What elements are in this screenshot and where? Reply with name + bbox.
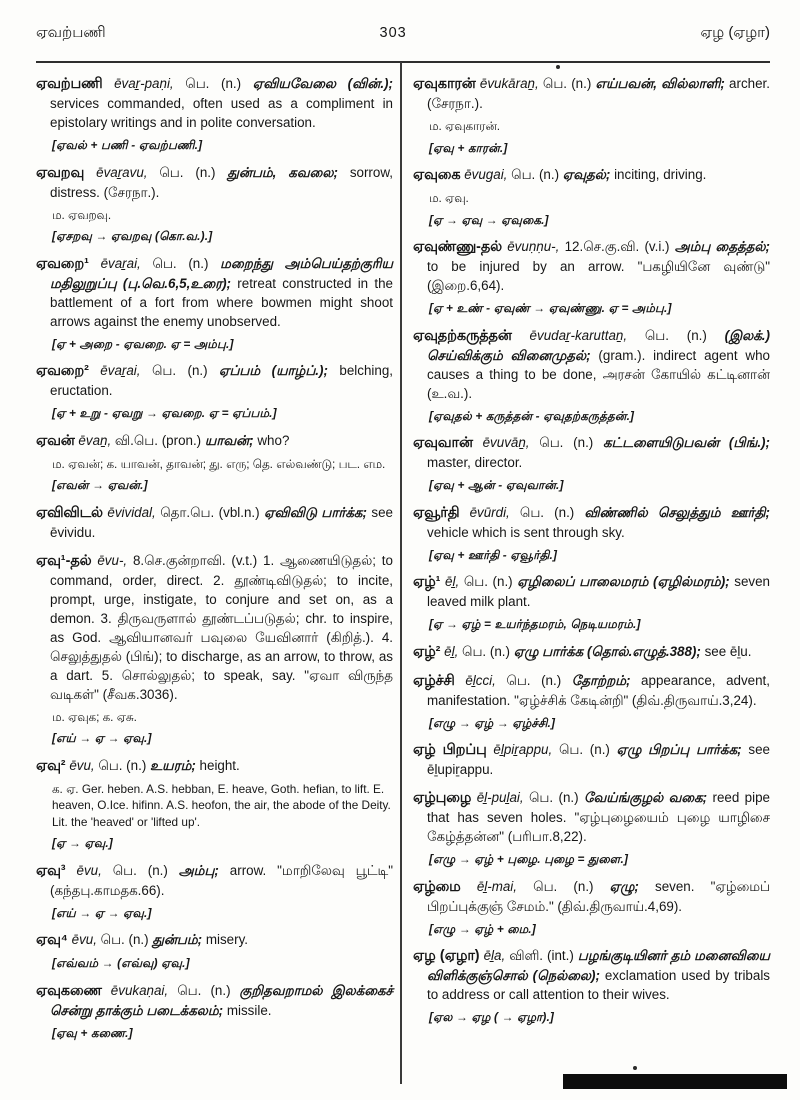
running-head (36, 24, 770, 43)
headword: ஏழ்² (413, 643, 441, 660)
dictionary-entry (36, 861, 393, 922)
part-of-speech: பெ. (n.) (506, 672, 562, 688)
part-of-speech: பெ. (n.) (644, 327, 707, 343)
transliteration: ēvukāraṉ, (479, 76, 539, 91)
transliteration: ēḻ-mai, (476, 878, 518, 894)
part-of-speech: பெ. (n.) (539, 435, 594, 450)
scan-artifact-bar (563, 1074, 787, 1089)
transliteration: ēvaṉ, (78, 432, 112, 448)
transliteration: ēvu, (71, 932, 97, 947)
definition-text: inciting, driving. (614, 167, 707, 182)
entry-text (413, 946, 770, 1004)
headword: ஏழ்புழை (413, 790, 472, 806)
etymology-note: [ஏவு + காரன்.] (429, 140, 508, 155)
headword: ஏவன் (36, 432, 75, 449)
transliteration: ēvu-, (97, 552, 128, 568)
tamil-gloss: தோற்றம்; (571, 672, 631, 688)
definition-text: who? (257, 432, 290, 448)
dictionary-entry (413, 237, 770, 317)
headword: ஏவுகாரன் (413, 76, 476, 92)
headword: ஏவற்பணி (36, 76, 103, 92)
part-of-speech: பெ. (n.) (558, 742, 610, 757)
etymology-note: [ஏசறவு → ஏவறவு (கொ.வ.).] (52, 229, 213, 243)
definition-text: misery. (205, 932, 249, 947)
definition-text: reed pipe that has seven holes. "ஏழ்புழையைம் புழை யாழிசை கேழ்த்தன்ன" (பரிபா.8,22). (427, 790, 770, 844)
etymology-note: [ஏ → ஏவு.] (52, 836, 113, 850)
definition-text: archer. (சேரநா.). (427, 76, 770, 111)
part-of-speech: 12.செ.கு.வி. (v.i.) (564, 239, 670, 254)
dictionary-entry (36, 431, 393, 494)
entry-text (413, 642, 770, 662)
definition-text: height. (199, 757, 240, 773)
entry-text (36, 930, 393, 950)
headword: ஏழ்மை (413, 878, 461, 895)
headword: ஏவூர்தி (413, 504, 460, 521)
running-head-left-word: ஏவற்பணி (36, 24, 106, 41)
part-of-speech: பெ. (n.) (511, 167, 560, 182)
definition-text: missile. (226, 1002, 272, 1018)
definition-text: seven leaved milk plant. (427, 574, 770, 609)
cognate-note: ம. ஏவன்; க. யாவன், தாவன்; து. எரு; தெ. எல்வண்டு; பட. எம. (52, 456, 386, 471)
etymology-note: [ஏவு + ஊர்தி - ஏவூர்தி.] (429, 547, 558, 562)
headword: ஏவுண்ணு-தல் (413, 239, 503, 255)
part-of-speech: பெ. (n.) (100, 932, 149, 947)
entry-text (36, 431, 393, 451)
dictionary-entry (36, 503, 393, 542)
ink-speck (633, 1066, 637, 1070)
part-of-speech: பெ. (n.) (112, 862, 168, 878)
transliteration: ēvugai, (464, 167, 508, 182)
dictionary-entry (36, 930, 393, 972)
part-of-speech: வி.பெ. (pron.) (114, 432, 202, 448)
transliteration: ēḻ, (444, 643, 459, 659)
entry-text (36, 756, 393, 776)
dictionary-entry (413, 503, 770, 564)
headword: ஏழ்¹ (413, 574, 441, 590)
tamil-gloss: யாவன்; (204, 432, 254, 448)
entry-text (36, 981, 393, 1020)
dictionary-entry (413, 326, 770, 425)
dictionary-entry (36, 551, 393, 747)
entry-text (36, 163, 393, 202)
tamil-gloss: (இலக்.) செய்விக்கும் வினைமுதல்; (427, 327, 770, 363)
definition-text: 1. ஆணையிடுதல்; to command, order, direct. 2. தூண்டிவிடுதல்; to incite, prompt, urge, instigate, to conjure and set on, as a demon. 3. திருவருளால் தூண்டப்படுதல்; chr. to inspire, as God. ஆவியானவர் பவுலை யேவினார் (கிறித்.). 4. செலுத்துதல் (பிங்); to discharge, as an arrow, to throw, as a dart. 5. சொல்லுதல்; to speak, say. "ஏவா விருந்த வடிகள்" (சீவக.3036). (50, 552, 393, 702)
transliteration: ēḻ-puḻai, (476, 790, 524, 805)
part-of-speech: பெ. (n.) (533, 878, 594, 894)
definition-text: see ēḻupiṟappu. (427, 742, 770, 777)
part-of-speech: பெ. (n.) (152, 255, 209, 271)
transliteration: ēvuṇṇu-, (507, 239, 560, 254)
definition-text: see ēvividu. (50, 504, 393, 540)
headword: ஏவிவிடல் (36, 504, 103, 521)
entry-text (413, 788, 770, 846)
headword: ஏவுதற்கருத்தன் (413, 327, 512, 344)
headword: ஏவுகை (413, 167, 461, 183)
entry-text (413, 671, 770, 710)
etymology-note: [ஏவு + ஆன் - ஏவுவான்.] (429, 478, 564, 492)
etymology-note: [ஏல → ஏழ ( → ஏழா).] (429, 1010, 555, 1024)
tamil-gloss: குறிதவறாமல் இலக்கைச் சென்று தாக்கும் படைக்கலம்; (50, 982, 393, 1018)
tamil-gloss: ஏழு பார்க்க (தொல்.எழுத்.388); (513, 643, 701, 659)
transliteration: ēvukaṇai, (110, 982, 169, 998)
transliteration: ēvūrdi, (469, 504, 510, 520)
dictionary-entry (36, 361, 393, 422)
transliteration: ēvu, (76, 862, 102, 878)
definition-text: appearance, advent, manifestation. "ஏழ்ச்சிக் கேடின்றி" (திவ்.திருவாய்.3,24). (427, 672, 770, 708)
etymology-note: [ஏவல் + பணி - ஏவற்பணி.] (52, 138, 203, 152)
tamil-gloss: ஏவிவிடு பார்க்க; (264, 504, 367, 520)
headword: ஏழ (ஏழா) (413, 948, 480, 964)
tamil-gloss: கட்டளையிடுபவன் (பிங்.); (603, 435, 770, 450)
definition-text: sorrow, distress. (சேரநா.). (50, 164, 393, 200)
dictionary-entry (36, 74, 393, 154)
entry-text (413, 165, 770, 185)
headword: ஏவு² (36, 757, 66, 774)
entry-text (36, 551, 393, 704)
entry-text (413, 237, 770, 295)
part-of-speech: பெ. (n.) (463, 574, 513, 589)
definition-text: master, director. (427, 455, 523, 470)
headword: ஏவு⁴ (36, 932, 68, 948)
page-number: 303 (379, 25, 407, 41)
etymology-note: [எழு → ஏழ் → ஏழ்ச்சி.] (429, 715, 556, 730)
tamil-gloss: ஏப்பம் (யாழ்ப்.); (219, 363, 328, 378)
tamil-gloss: எய்பவன், வில்லாளி; (595, 76, 725, 91)
part-of-speech: தொ.பெ. (vbl.n.) (160, 504, 260, 520)
column-divider (400, 62, 402, 1084)
etymology-note: [எழு → ஏழ் + மை.] (429, 921, 536, 936)
tamil-gloss: துன்பம், கவலை; (227, 164, 338, 180)
etymology-note: [எவன் → ஏவன்.] (52, 478, 148, 492)
etymology-note: [ஏ + அறை - ஏவறை. ஏ = அம்பு.] (52, 336, 234, 351)
tamil-gloss: வேய்ங்குழல் வகை; (583, 790, 708, 805)
column-left (36, 74, 393, 1050)
definition-text: exclamation used by tribals to address or call attention to their wives. (427, 968, 770, 1002)
part-of-speech: பெ. (n.) (159, 164, 216, 180)
part-of-speech: 8.செ.குன்றாவி. (v.t.) (132, 552, 258, 568)
entry-text (36, 74, 393, 132)
part-of-speech: பெ. (n.) (177, 982, 231, 998)
definition-text: arrow. "மாறிலேவு பூட்டி" (கந்தபு.காமதக.66). (50, 862, 393, 898)
entry-text (36, 361, 393, 400)
transliteration: ēḻcci, (465, 672, 496, 688)
entry-text (36, 503, 393, 542)
transliteration: ēvaṟai, (100, 255, 141, 271)
dictionary-entry (413, 572, 770, 633)
entry-text (413, 326, 770, 403)
tamil-gloss: ஏவியவேலை (வின்.); (252, 76, 393, 91)
dictionary-entry (413, 877, 770, 938)
dictionary-entry (36, 756, 393, 852)
headword: ஏவு¹-தல் (36, 552, 92, 569)
cognate-note: ம. ஏவறவு. (52, 207, 112, 222)
entry-text (413, 877, 770, 916)
tamil-gloss: பழங்குடியினர் தம் மனைவியை விளிக்குஞ்சொல் (நெல்லை); (427, 948, 770, 983)
transliteration: ēḻpiṟappu, (493, 742, 553, 757)
headword: ஏவுவான் (413, 435, 473, 451)
dictionary-entry (413, 671, 770, 732)
definition-text: vehicle which is sent through sky. (427, 524, 625, 540)
headword: ஏவு³ (36, 862, 66, 879)
transliteration: ēvaṟ-paṇi, (114, 76, 174, 91)
etymology-note: [ஏ → ஏழ் = உயர்ந்தமரம், நெடியமரம்.] (429, 617, 641, 631)
part-of-speech: பெ. (n.) (542, 76, 592, 91)
definition-text: to be injured by an arrow. "பகழியினே வுண்டு" (இறை.6,64). (427, 259, 770, 293)
headword: ஏவுகணை (36, 982, 102, 999)
entry-text (36, 254, 393, 331)
dictionary-entry (413, 433, 770, 494)
headword: ஏவறை² (36, 363, 89, 379)
cognate-note: ம. ஏவுக; க. ஏசு. (52, 709, 137, 724)
etymology-note: [எய் → ஏ → ஏவு.] (52, 731, 152, 745)
column-right (413, 74, 770, 1035)
transliteration: ēvuvāṉ, (482, 435, 530, 450)
dictionary-entry (413, 642, 770, 662)
transliteration: ēḻ, (445, 574, 460, 589)
entry-text (413, 503, 770, 542)
etymology-note: [ஏ + உண் - ஏவுண் → ஏவுண்ணு. ஏ = அம்பு.] (429, 301, 672, 315)
definition-text: services commanded, often used as a compliment in epistolary writings and in polite conversation. (50, 96, 393, 130)
tamil-gloss: ஏழு; (609, 878, 639, 894)
etymology-note: [ஏ → ஏவு → ஏவுகை.] (429, 212, 549, 227)
header-rule (36, 61, 770, 63)
transliteration: ēvaṟai, (100, 363, 141, 378)
dictionary-entry (413, 165, 770, 228)
headword: ஏழ் பிறப்பு (413, 742, 487, 758)
cognate-note: க. ஏ. Ger. heben. A.S. hebban, E. heave, Goth. hefian, to lift. E. heaven, O.Ice. hifinn. A.S. heofon, the air, the abode of the Deity. Lit. the 'heaved' or 'lifted up'. (52, 781, 391, 829)
dictionary-entry (36, 163, 393, 245)
etymology-note: [எய் → ஏ → ஏவு.] (52, 905, 152, 920)
dictionary-entry (413, 74, 770, 156)
entry-text (36, 861, 393, 900)
transliteration: ēvaṟavu, (96, 164, 148, 180)
definition-text: seven. "ஏழ்மைப் பிறப்புக்குஞ் சேமம்." (திவ்.திருவாய்.4,69). (427, 878, 770, 914)
cognate-note: ம. ஏவு. (429, 191, 469, 205)
definition-text: belching, eructation. (50, 363, 393, 398)
dictionary-entry (36, 981, 393, 1042)
entry-text (413, 74, 770, 113)
tamil-gloss: அம்பு தைத்தல்; (674, 239, 770, 254)
headword: ஏழ்ச்சி (413, 672, 455, 689)
part-of-speech: விளி. (int.) (509, 948, 574, 963)
etymology-note: [ஏவு + கணை.] (52, 1025, 133, 1040)
tamil-gloss: ஏழு பிறப்பு பார்க்க; (616, 742, 742, 757)
dictionary-entry (36, 254, 393, 353)
etymology-note: [ஏ + உறு - ஏவறு → ஏவறை. ஏ = ஏப்பம்.] (52, 406, 277, 420)
dictionary-entry (413, 788, 770, 868)
part-of-speech: பெ. (n.) (529, 790, 579, 805)
etymology-note: [எவ்வம் → (எவ்வு) ஏவு.] (52, 956, 190, 970)
entry-text (413, 740, 770, 779)
running-head-right-word: ஏழ (ஏழா) (700, 24, 770, 41)
tamil-gloss: ஏவுதல்; (562, 167, 611, 182)
part-of-speech: பெ. (n.) (151, 363, 208, 378)
definition-text: (gram.). indirect agent who causes a thing to be done, அரசன் கோயில் கட்டினான் (உ.வ.). (427, 347, 770, 401)
dictionary-entry (413, 946, 770, 1026)
definition-text: retreat constructed in the battlement of a fort from where bowmen might shoot arrows against the enemy unobserved. (50, 275, 393, 329)
part-of-speech: பெ. (n.) (185, 76, 242, 91)
headword: ஏவறை¹ (36, 255, 89, 272)
transliteration: ēvudaṟ-karuttaṉ, (529, 327, 628, 343)
transliteration: ēḻa, (483, 948, 506, 963)
tamil-gloss: உயரம்; (150, 757, 196, 773)
tamil-gloss: ஏழிலைப் பாலைமரம் (ஏழில்மரம்); (517, 574, 730, 589)
cognate-note: ம. ஏவுகாரன். (429, 119, 501, 133)
entry-text (413, 572, 770, 611)
ink-speck (556, 65, 560, 69)
dictionary-entry (413, 740, 770, 779)
tamil-gloss: மறைந்து அம்பெய்தற்குரிய மதிலுறுப்பு (பு.வெ.6,5,உரை); (50, 255, 393, 291)
tamil-gloss: விண்ணில் செலுத்தும் ஊர்தி; (584, 504, 770, 520)
entry-text (413, 433, 770, 472)
transliteration: ēvu, (69, 757, 95, 773)
definition-text: see ēḻu. (704, 643, 752, 659)
part-of-speech: பெ. (n.) (98, 757, 147, 773)
part-of-speech: பெ. (n.) (462, 643, 510, 659)
tamil-gloss: அம்பு; (178, 862, 219, 878)
etymology-note: [எழு → ஏழ் + புழை. புழை = துளை.] (429, 852, 629, 866)
headword: ஏவறவு (36, 164, 85, 181)
transliteration: ēvividal, (107, 504, 156, 520)
tamil-gloss: துன்பம்; (152, 932, 203, 947)
part-of-speech: பெ. (n.) (519, 504, 575, 520)
etymology-note: [ஏவுதல் + கருத்தன் - ஏவுதற்கருத்தன்.] (429, 408, 635, 423)
